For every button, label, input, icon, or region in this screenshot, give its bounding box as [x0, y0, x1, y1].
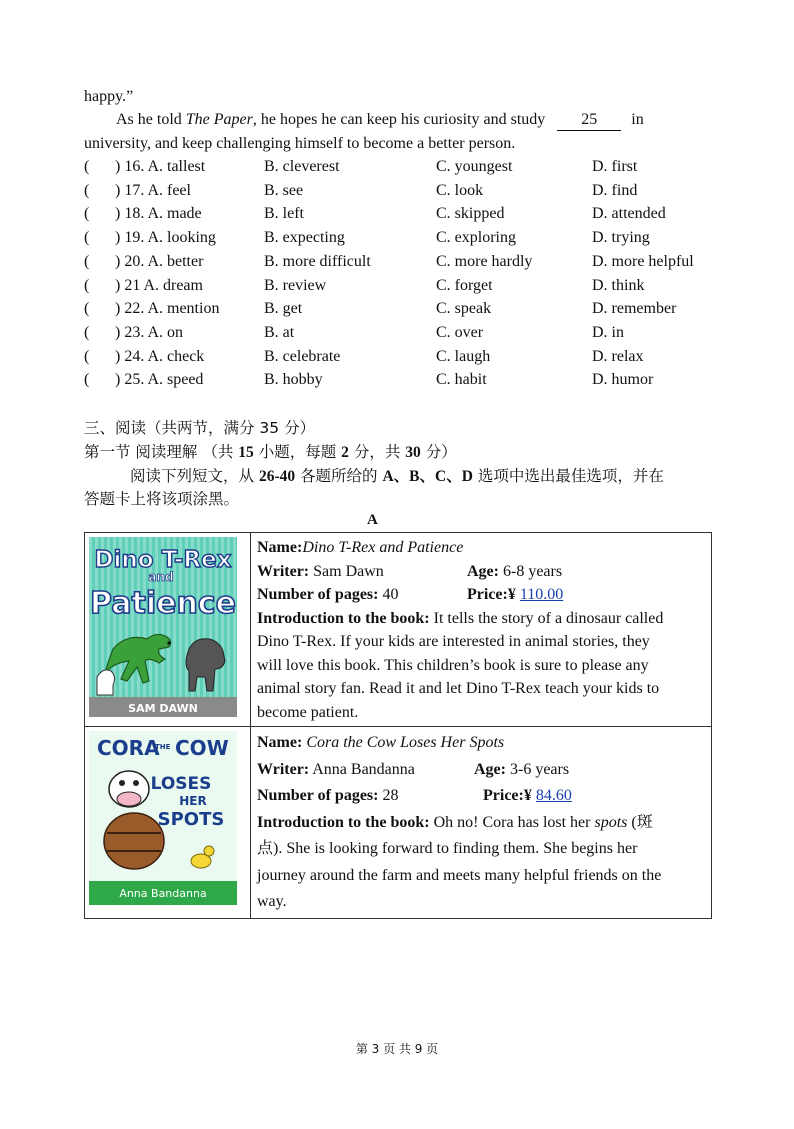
cora-cover-her: HER: [179, 794, 207, 808]
subheading-text: 第一节 阅读理解 （共: [84, 443, 239, 461]
question-option-c: C. laugh: [436, 347, 491, 365]
question-option-c: C. forget: [436, 276, 493, 294]
question-option-c: C. youngest: [436, 158, 513, 175]
question-option-b: B. celebrate: [264, 347, 341, 365]
question-option-b: B. at: [264, 323, 295, 341]
passage-line-1: happy.”: [84, 88, 134, 105]
subheading-number: 15: [238, 444, 254, 461]
question-option-a: ) 25. A. speed: [115, 371, 204, 389]
question-option-a: ) 23. A. on: [115, 323, 183, 341]
intro-text: It tells the story of a dinosaur called: [429, 609, 664, 627]
question-option-d: D. more helpful: [592, 252, 694, 270]
book-cover-cell: [85, 727, 251, 919]
writer-label: Writer:: [257, 562, 310, 580]
cora-cover-spots: SPOTS: [157, 809, 225, 830]
intro-text: will love this book. This children’s book is sure to please any: [257, 656, 649, 674]
question-option-b: B. more difficult: [264, 252, 371, 270]
answer-paren: (: [84, 276, 90, 294]
question-option-a: ) 20. A. better: [115, 252, 204, 270]
question-option-a: ) 19. A. looking: [115, 229, 216, 247]
books-table: [84, 532, 712, 919]
dino-cover-title-3: Patience: [90, 586, 236, 621]
question-option-c: C. exploring: [436, 229, 516, 247]
book-name: Dino T-Rex and Patience: [302, 539, 464, 556]
age-label: Age:: [467, 562, 499, 580]
book-name: Cora the Cow Loses Her Spots: [306, 734, 505, 751]
book-pages-row: [257, 583, 705, 607]
puppy-drawing: [97, 670, 115, 695]
subheading-number: 30: [405, 444, 421, 461]
book-intro: [257, 607, 705, 725]
question-option-c: C. speak: [436, 300, 492, 318]
currency-symbol: ¥: [507, 586, 516, 603]
price-link[interactable]: 110.00: [519, 586, 564, 603]
question-option-d: D. relax: [592, 347, 644, 365]
subheading-text: 小题，每题: [253, 443, 342, 461]
answer-paren: (: [84, 371, 90, 389]
question-row: [84, 322, 724, 344]
dino-cover-title-1: Dino T-Rex: [94, 547, 232, 573]
question-option-b: B. left: [264, 205, 304, 223]
cora-cover-the: THE: [155, 743, 171, 751]
question-row: [84, 346, 724, 368]
question-option-a: ) 21 A. dream: [115, 276, 203, 294]
pages-value: 28: [382, 787, 399, 804]
intro-text: (斑: [627, 813, 653, 831]
intro-text: way.: [257, 893, 287, 910]
question-option-b: B. get: [264, 300, 303, 318]
dino-book-cover: [89, 537, 237, 717]
intro-text: journey around the farm and meets many helpful friends on the: [257, 866, 662, 884]
dino-cover-title-2: and: [148, 570, 174, 584]
question-option-a: ) 24. A. check: [115, 347, 205, 365]
answer-paren: (: [84, 205, 90, 223]
pages-value: 40: [382, 586, 399, 603]
age-label: Age:: [474, 760, 506, 778]
intro-text: Dino T-Rex. If your kids are interested in animal stories, they: [257, 633, 650, 650]
instructions-line-1: [130, 465, 664, 488]
dino-cover-author: SAM DAWN: [128, 702, 198, 715]
intro-text: 点). She is looking forward to finding them. She begins her: [257, 840, 638, 857]
question-option-c: C. habit: [436, 371, 487, 389]
intro-text: become patient.: [257, 703, 359, 721]
instructions-text: 各题所给的: [295, 467, 383, 485]
question-row: [84, 298, 724, 320]
question-option-a: ) 22. A. mention: [115, 300, 220, 318]
instructions-options: A、B、C、D: [382, 468, 473, 485]
cora-cover-loses: LOSES: [150, 774, 212, 794]
price-label: Price:: [467, 586, 508, 603]
question-option-d: D. remember: [592, 300, 677, 318]
answer-paren: (: [84, 252, 90, 270]
passage-line-3: university, and keep challenging himself to become a better person.: [84, 135, 516, 152]
answer-paren: (: [84, 323, 90, 341]
book-writer-row: [257, 560, 705, 584]
question-row: [84, 251, 724, 273]
book-info-cora: [251, 727, 712, 919]
page-footer: 第 3 页 共 9 页: [355, 1042, 439, 1056]
passage-line-2: [116, 109, 644, 131]
question-option-b: B. expecting: [264, 229, 345, 247]
cora-cover-illustration: [89, 731, 237, 905]
question-option-a: ) 17. A. feel: [115, 181, 191, 199]
question-option-b: B. review: [264, 276, 327, 294]
question-row: [84, 180, 724, 202]
book-name-row: [257, 730, 705, 757]
book-writer-row: [257, 757, 705, 784]
intro-text: Oh no! Cora has lost her: [429, 813, 595, 831]
passage-label: A: [367, 512, 378, 528]
question-option-b: B. cleverest: [264, 158, 340, 175]
subheading-number: 2: [341, 444, 349, 461]
passage-text: , he hopes he can keep his curiosity and study: [252, 111, 546, 128]
question-option-a: ) 16. A. tallest: [115, 158, 206, 175]
question-row: [84, 227, 724, 249]
instructions-text: 选项中选出最佳选项，并在: [472, 467, 664, 485]
question-option-b: B. hobby: [264, 371, 323, 389]
question-option-d: D. first: [592, 158, 638, 175]
intro-text: animal story fan. Read it and let Dino T-Rex teach your kids to: [257, 680, 660, 697]
book-cover-cell: [85, 533, 251, 727]
question-option-c: C. skipped: [436, 205, 505, 223]
question-option-d: D. find: [592, 181, 638, 199]
question-row: [84, 203, 724, 225]
question-option-d: D. think: [592, 276, 645, 294]
section-subheading: [84, 441, 457, 464]
question-row: [84, 156, 724, 178]
answer-blank-25: 25: [557, 110, 621, 131]
pages-label: Number of pages:: [257, 787, 379, 804]
question-option-c: C. look: [436, 181, 484, 199]
name-label: Name:: [257, 734, 303, 751]
book-intro: [257, 810, 705, 916]
cora-book-cover: [89, 731, 237, 905]
pages-label: Number of pages:: [257, 586, 379, 603]
instructions-line-2: 答题卡上将该项涂黑。: [84, 490, 240, 508]
question-option-d: D. attended: [592, 205, 666, 223]
question-option-c: C. over: [436, 323, 484, 341]
answer-paren: (: [84, 158, 90, 175]
subheading-text: 分，共: [348, 443, 406, 461]
instructions-range: 26-40: [258, 468, 296, 485]
price-link[interactable]: 84.60: [535, 787, 572, 804]
section-heading: 三、阅读（共两节，满分 35 分）: [84, 419, 316, 437]
question-option-d: D. humor: [592, 371, 654, 389]
question-option-d: D. trying: [592, 229, 650, 247]
answer-paren: (: [84, 300, 90, 318]
intro-label: Introduction to the book:: [257, 609, 430, 627]
dino-cover-illustration: [89, 537, 237, 717]
writer-value: Sam Dawn: [313, 562, 384, 580]
book-row-dino: [85, 533, 712, 727]
cora-cover-title-1: CORA: [97, 736, 160, 760]
question-option-d: D. in: [592, 323, 624, 341]
question-option-b: B. see: [264, 181, 304, 199]
intro-italic: spots: [594, 813, 628, 831]
passage-text: in: [631, 111, 644, 128]
book-info-dino: [251, 533, 712, 727]
book-pages-row: [257, 783, 705, 810]
age-value: 6-8 years: [502, 562, 563, 580]
question-row: [84, 369, 724, 391]
answer-paren: (: [84, 181, 90, 199]
price-label: Price:: [483, 787, 524, 804]
subheading-text: 分）: [420, 443, 457, 461]
passage-text: As he told: [116, 111, 186, 128]
book-row-cora: [85, 727, 712, 919]
question-option-c: C. more hardly: [436, 252, 533, 270]
book-name-row: [257, 536, 705, 560]
cora-cover-title-2: COW: [175, 736, 229, 760]
barrel-drawing: [104, 813, 164, 869]
intro-label: Introduction to the book:: [257, 813, 430, 831]
instructions-text: 阅读下列短文，从: [130, 467, 259, 485]
answer-paren: (: [84, 347, 90, 365]
newspaper-title: The Paper: [185, 111, 253, 128]
cora-cover-author: Anna Bandanna: [119, 887, 207, 900]
writer-label: Writer:: [257, 760, 310, 778]
question-row: [84, 275, 724, 297]
age-value: 3-6 years: [509, 760, 570, 778]
currency-symbol: ¥: [523, 787, 532, 804]
answer-paren: (: [84, 229, 90, 247]
name-label: Name:: [257, 539, 303, 556]
writer-value: Anna Bandanna: [312, 760, 415, 778]
question-option-a: ) 18. A. made: [115, 205, 202, 223]
